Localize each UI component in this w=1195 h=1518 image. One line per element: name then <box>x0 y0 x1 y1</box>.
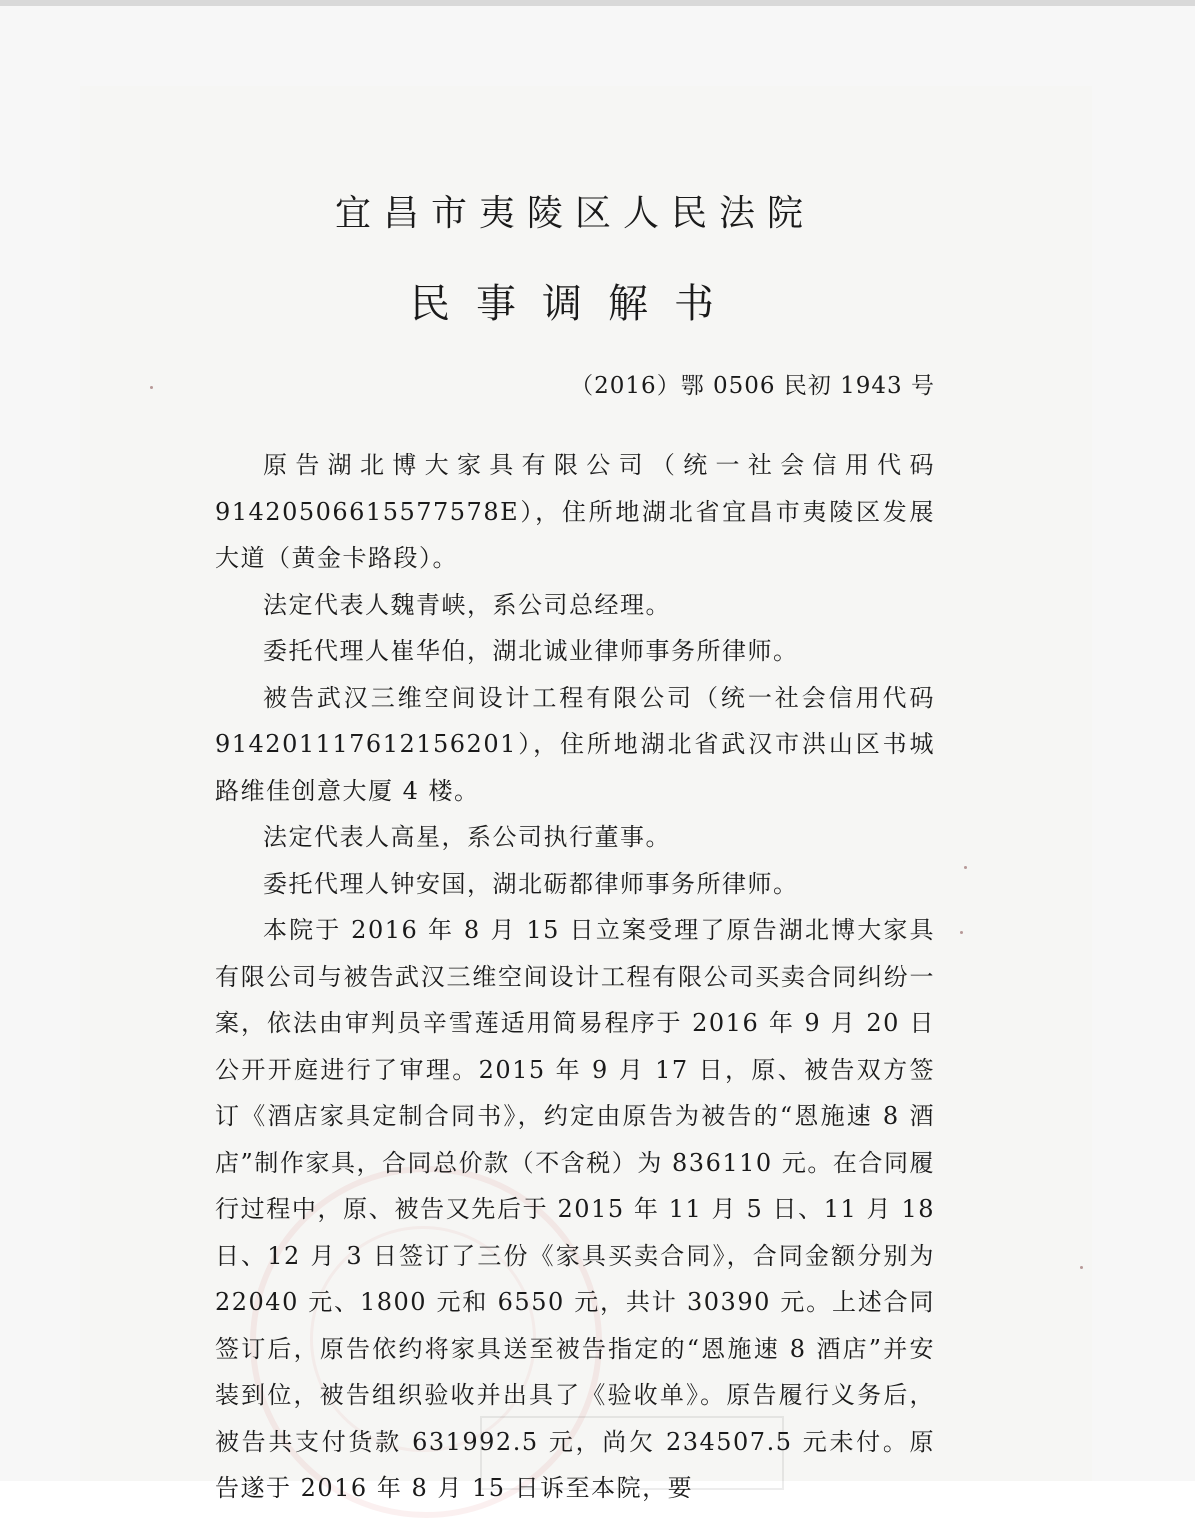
document-body <box>215 442 935 1512</box>
case-number: （2016）鄂 0506 民初 1943 号 <box>570 373 935 399</box>
document-content <box>215 186 935 1512</box>
paragraph-case-facts: 本院于 2016 年 8 月 15 日立案受理了原告湖北博大家具有限公司与被告武汉三维空间设计工程有限公司买卖合同纠纷一案，依法由审判员辛雪莲适用简易程序于 2016 年 9 月 20 日公开开庭进行了审理。2015 年 9 月 17 日，原、被告双方签订《酒店家具定制合同书》，约定由原告为被告的“恩施速 8 酒店”制作家具，合同总价款（不含税）为 836110 元。在合同履行过程中，原、被告又先后于 2015 年 11 月 5 日、11 月 18 日、12 月 3 日签订了三份《家具买卖合同》，合同金额分别为 22040 元、1800 元和 6550 元，共计 30390 元。上述合同签订后，原告依约将家具送至被告指定的“恩施速 8 酒店”并安装到位，被告组织验收并出具了《验收单》。原告履行义务后，被告共支付货款 631992.5 元，尚欠 234507.5 元未付。原告遂于 2016 年 8 月 15 日诉至本院，要 <box>215 916 935 1502</box>
paragraph-plaintiff-legal-rep: 法定代表人魏青峡，系公司总经理。 <box>263 590 671 619</box>
paragraph-defendant-legal-rep: 法定代表人高星，系公司执行董事。 <box>263 823 671 851</box>
scan-speck <box>1080 1266 1083 1269</box>
paragraph-defendant: 被告武汉三维空间设计工程有限公司（统一社会信用代码 914201117612156201），住所地湖北省武汉市洪山区书城路维佳创意大厦 4 楼。 <box>215 683 935 805</box>
document-type: 民事调解书 <box>410 281 740 327</box>
paragraph-defendant-agent: 委托代理人钟安国，湖北砺都律师事务所律师。 <box>263 869 799 898</box>
scan-speck <box>960 931 963 934</box>
paragraph-plaintiff-agent: 委托代理人崔华伯，湖北诚业律师事务所律师。 <box>263 637 799 665</box>
scan-speck <box>964 866 967 869</box>
scan-speck <box>150 386 153 389</box>
court-name: 宜昌市夷陵区人民法院 <box>334 193 815 234</box>
paragraph-plaintiff: 原告湖北博大家具有限公司（统一社会信用代码 91420506615577578E），住所地湖北省宜昌市夷陵区发展大道（黄金卡路段）。 <box>215 451 935 572</box>
